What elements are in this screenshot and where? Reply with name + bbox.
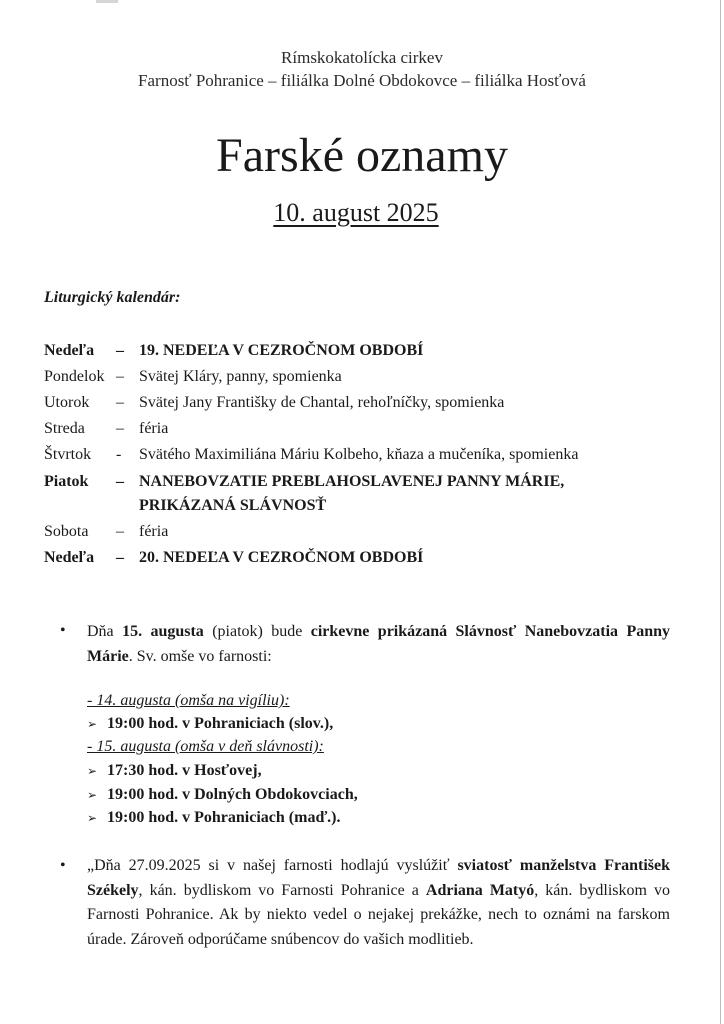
announcement-date: [0, 196, 712, 230]
arrow-icon: ➢: [87, 811, 98, 825]
calendar-day: Streda: [44, 420, 85, 437]
feast-day-subheading: - 15. augusta (omša v deň slávnosti):: [87, 738, 324, 755]
calendar-desc: Svätej Jany Františky de Chantal, rehoľníčky, spomienka: [139, 394, 505, 411]
church-name: Rímskokatolícka cirkev: [281, 48, 443, 67]
scan-smudge: [96, 0, 118, 3]
calendar-day: Štvrtok: [44, 446, 92, 463]
mass-time-item: [87, 762, 262, 780]
announcement-assumption: [87, 620, 670, 669]
text-bold: cirkevne prikázaná Slávnosť Nanebovzatia Panny Márie: [87, 623, 671, 665]
mass-time-item: [87, 715, 333, 733]
calendar-desc: NANEBOVZATIE PREBLAHOSLAVENEJ PANNY MÁRIE,: [139, 473, 565, 490]
text-bold: Adriana Matyó: [425, 881, 535, 899]
mass-time-text: 17:30 hod. v Hosťovej,: [107, 762, 262, 779]
mass-time-text: 19:00 hod. v Pohraniciach (maď.).: [107, 809, 341, 826]
text-bold: 15. augusta: [122, 623, 204, 640]
mass-time-item: [87, 809, 341, 827]
calendar-dash: –: [116, 549, 124, 566]
mass-time-item: [87, 786, 358, 804]
arrow-icon: ➢: [87, 788, 98, 802]
announcement-marriage: [87, 854, 670, 952]
parish-name: Farnosť Pohranice – filiálka Dolné Obdokovce – filiálka Hosťová: [138, 71, 586, 90]
calendar-dash: –: [116, 523, 124, 540]
calendar-day: Sobota: [44, 523, 89, 540]
calendar-day: Nedeľa: [44, 549, 95, 566]
vigil-subheading: - 14. augusta (omša na vigíliu):: [87, 692, 290, 709]
text-span: Dňa: [87, 623, 123, 640]
calendar-dash: –: [116, 342, 124, 359]
bullet-icon: •: [60, 857, 66, 874]
arrow-icon: ➢: [87, 764, 98, 778]
calendar-dash: –: [116, 420, 124, 437]
text-bold: sviatosť manželstva František Székely: [87, 857, 671, 899]
calendar-desc: féria: [139, 420, 169, 437]
calendar-desc: 20. NEDEĽA V CEZROČNOM OBDOBÍ: [139, 549, 424, 566]
text-span: , kán. bydliskom vo Farnosti Pohranice a: [138, 881, 426, 899]
calendar-desc-continued: PRIKÁZANÁ SLÁVNOSŤ: [139, 497, 327, 514]
calendar-desc: féria: [139, 523, 169, 540]
text-span: , kán. bydliskom vo Farnosti Pohranice. Ak by niekto vedel o nejakej prekážke, nech to oznámi na farskom úrade. Zároveň odporúčame snúbencov do vašich modlitieb.: [87, 881, 671, 948]
calendar-dash: -: [116, 446, 122, 463]
parish-header: [0, 46, 724, 92]
date-text: 10. august 2025: [273, 198, 439, 227]
calendar-desc: Svätého Maximiliána Máriu Kolbeho, kňaza a mučeníka, spomienka: [139, 446, 579, 463]
calendar-desc: Svätej Kláry, panny, spomienka: [139, 368, 342, 385]
mass-time-text: 19:00 hod. v Dolných Obdokovciach,: [107, 786, 358, 803]
calendar-day: Pondelok: [44, 368, 105, 385]
calendar-day: Nedeľa: [44, 342, 95, 359]
mass-time-text: 19:00 hod. v Pohraniciach (slov.),: [107, 715, 334, 732]
calendar-dash: –: [116, 368, 124, 385]
text-span: „Dňa 27.09.2025 si v našej farnosti hodlajú vyslúžiť: [87, 857, 458, 874]
arrow-icon: ➢: [87, 717, 98, 731]
page-title: Farské oznamy: [216, 129, 508, 182]
calendar-dash: –: [116, 473, 124, 490]
calendar-dash: –: [116, 394, 124, 411]
text-span: . Sv. omše vo farnosti:: [128, 647, 272, 665]
calendar-day: Utorok: [44, 394, 90, 411]
text-span: (piatok) bude: [203, 623, 311, 640]
bullet-icon: •: [60, 622, 66, 639]
calendar-heading: Liturgický kalendár:: [44, 289, 181, 306]
calendar-desc: 19. NEDEĽA V CEZROČNOM OBDOBÍ: [139, 342, 424, 359]
calendar-day: Piatok: [44, 473, 89, 490]
